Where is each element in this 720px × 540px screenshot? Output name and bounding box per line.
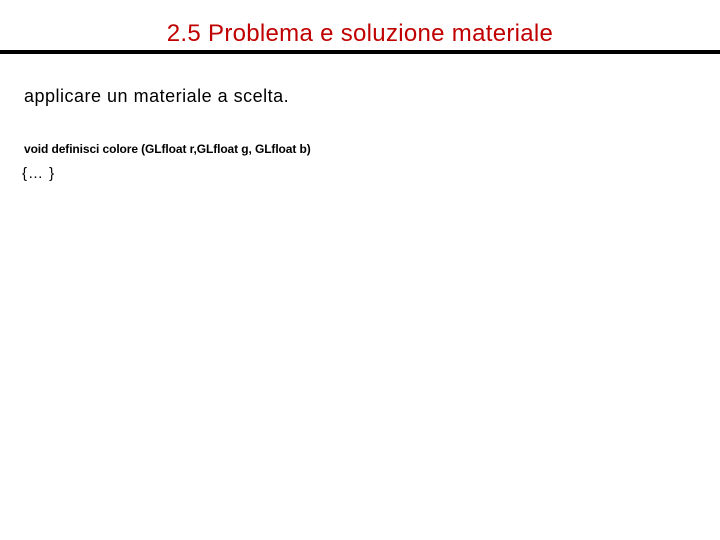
body-text: applicare un materiale a scelta.	[24, 86, 290, 106]
title-divider	[0, 50, 720, 54]
slide-title: 2.5 Problema e soluzione materiale	[166, 20, 554, 47]
code-body: {… }	[22, 165, 56, 182]
code-signature: void definisci colore (GLfloat r,GLfloat g, GLfloat b)	[24, 142, 311, 156]
